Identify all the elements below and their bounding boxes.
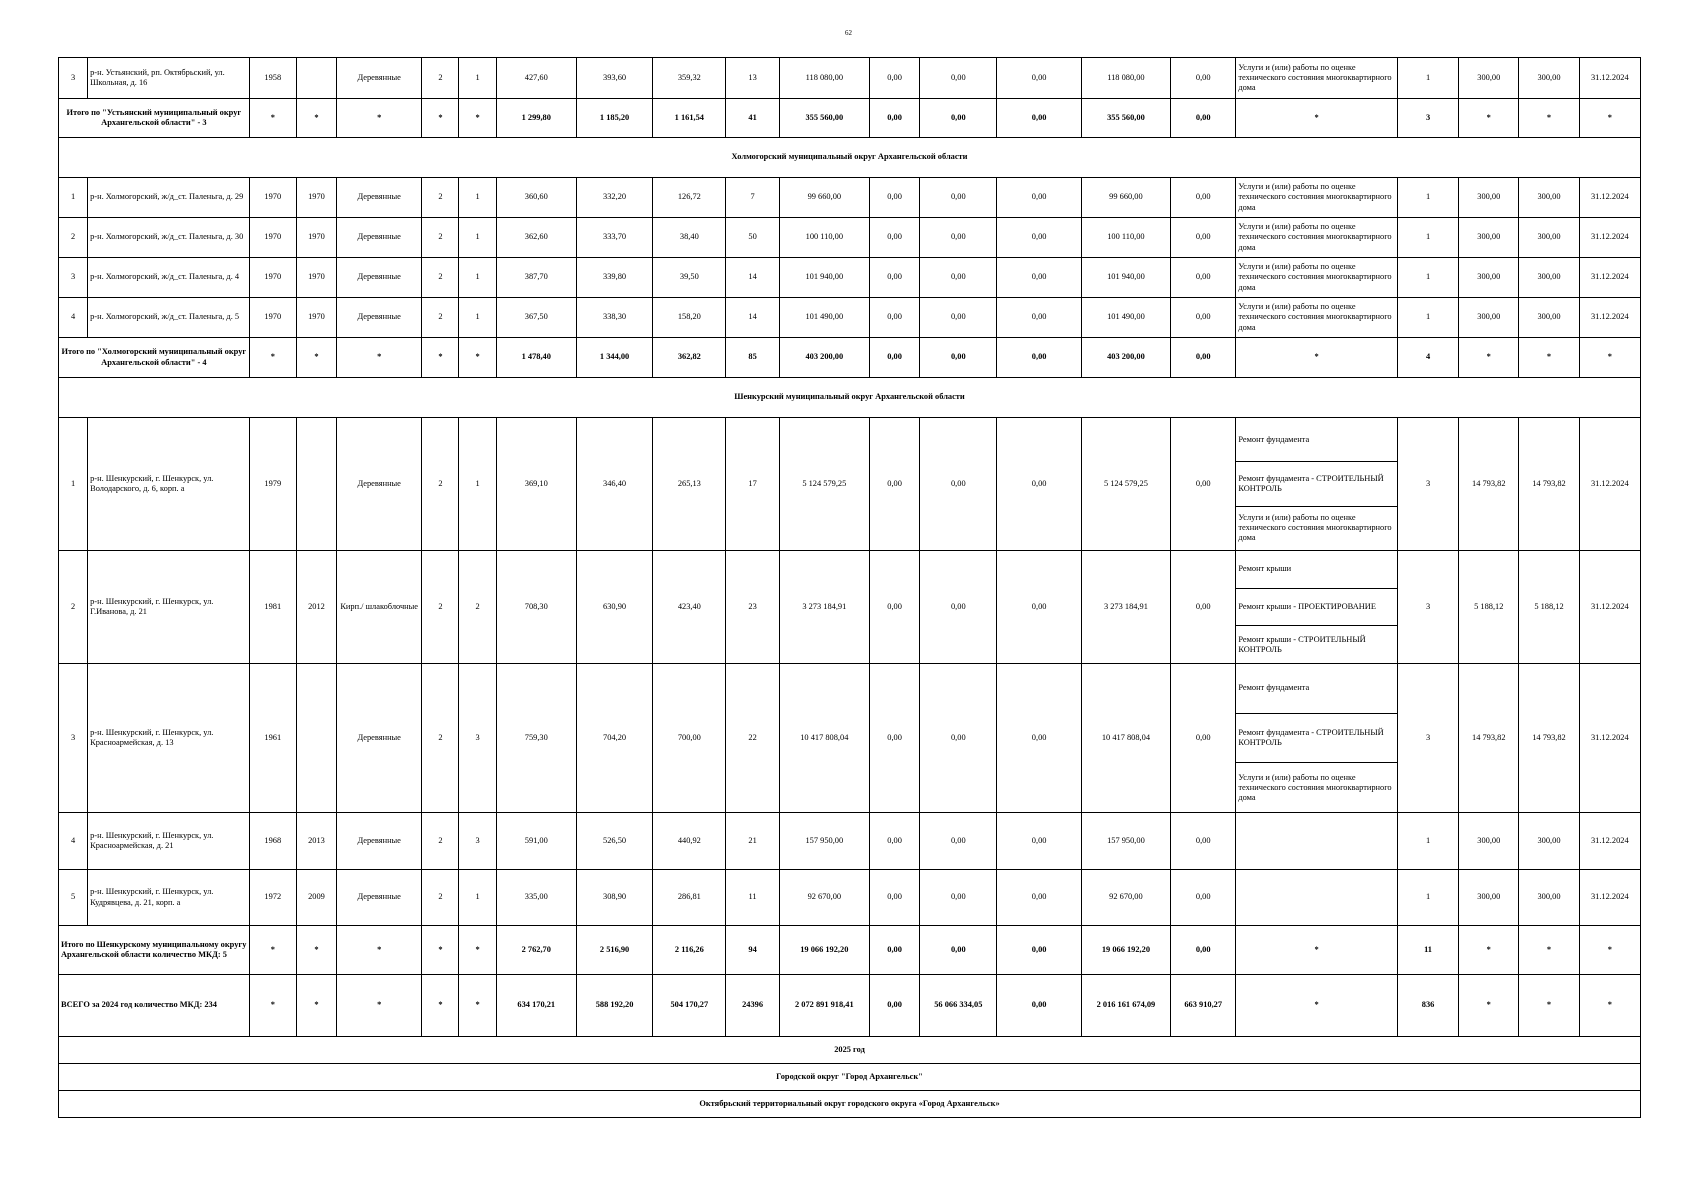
section-header-row: Шенкурский муниципальный округ Архангельской области xyxy=(59,378,1641,418)
work-types-cell xyxy=(1236,418,1398,551)
work-type-item: Ремонт фундамента - СТРОИТЕЛЬНЫЙ КОНТРОЛЬ xyxy=(1236,461,1397,505)
work-type-item: Услуги и (или) работы по оценке технического состояния многоквартирного дома xyxy=(1236,762,1397,812)
district-header-row: Городской округ "Город Архангельск" xyxy=(59,1064,1641,1091)
year-header-row: 2025 год xyxy=(59,1037,1641,1064)
capital-repair-register-table xyxy=(58,57,1641,1118)
subtotal-row: Итого по "Устьянский муниципальный округ Архангельской области" - 3 * * * * * 1 299,80 1 185,20 1 161,54 41 355 560,00 0,00 0,00 0,00 355 560,00 0,00 * 3 * * * xyxy=(59,99,1641,138)
table-row: 2 р-н. Шенкурский, г. Шенкурск, ул. Г.Иванова, д. 21 1981 2012 Кирп./ шлакоблочные 2 2 708,30 630,90 423,40 23 3 273 184,91 0,00 0,00 0,00 3 273 184,91 0,00 Ремонт крыши Ремонт крыши - ПРОЕКТИРОВАНИЕ Ремонт крыши - СТРОИТЕЛЬНЫЙ КОНТРОЛЬ 3 5 188,12 5 188,12 31.12.2024 xyxy=(59,551,1641,664)
table-row: 4 р-н. Холмогорский, ж/д_ст. Паленьга, д. 5 1970 1970 Деревянные 2 1 367,50 338,30 158,20 14 101 490,00 0,00 0,00 0,00 101 490,00 0,00 Услуги и (или) работы по оценке технического состояния многоквартирного дома 1 300,00 300,00 31.12.2024 xyxy=(59,298,1641,338)
table-row: 2 р-н. Холмогорский, ж/д_ст. Паленьга, д. 30 1970 1970 Деревянные 2 1 362,60 333,70 38,40 50 100 110,00 0,00 0,00 0,00 100 110,00 0,00 Услуги и (или) работы по оценке технического состояния многоквартирного дома 1 300,00 300,00 31.12.2024 xyxy=(59,218,1641,258)
table-row: 3 р-н. Холмогорский, ж/д_ст. Паленьга, д. 4 1970 1970 Деревянные 2 1 387,70 339,80 39,50 14 101 940,00 0,00 0,00 0,00 101 940,00 0,00 Услуги и (или) работы по оценке технического состояния многоквартирного дома 1 300,00 300,00 31.12.2024 xyxy=(59,258,1641,298)
section-header-row: Холмогорский муниципальный округ Архангельской области xyxy=(59,138,1641,178)
work-type-item: Ремонт крыши - СТРОИТЕЛЬНЫЙ КОНТРОЛЬ xyxy=(1236,625,1397,663)
work-type-item: Ремонт крыши - ПРОЕКТИРОВАНИЕ xyxy=(1236,588,1397,626)
work-types-cell xyxy=(1236,664,1398,813)
table-row: 3 р-н. Шенкурский, г. Шенкурск, ул. Красноармейская, д. 13 1961 Деревянные 2 3 759,30 704,20 700,00 22 10 417 808,04 0,00 0,00 0,00 10 417 808,04 0,00 Ремонт фундамента Ремонт фундамента - СТРОИТЕЛЬНЫЙ КОНТРОЛЬ Услуги и (или) работы по оценке технического состояния многоквартирного дома 3 14 793,82 14 793,82 31.12.2024 xyxy=(59,664,1641,813)
table-row: 5 р-н. Шенкурский, г. Шенкурск, ул. Кудрявцева, д. 21, корп. а 1972 2009 Деревянные 2 1 335,00 308,90 286,81 11 92 670,00 0,00 0,00 0,00 92 670,00 0,00 1 300,00 300,00 31.12.2024 xyxy=(59,870,1641,926)
work-type-item: Ремонт фундамента - СТРОИТЕЛЬНЫЙ КОНТРОЛЬ xyxy=(1236,713,1397,763)
subtotal-row: Итого по Шенкурскому муниципальному округу Архангельской области количество МКД: 5 * * * * * 2 762,70 2 516,90 2 116,26 94 19 066 192,20 0,00 0,00 0,00 19 066 192,20 0,00 * 11 * * * xyxy=(59,926,1641,975)
table-row: 3 р-н. Устьянский, рп. Октябрьский, ул. Школьная, д. 16 1958 Деревянные 2 1 427,60 393,60 359,32 13 118 080,00 0,00 0,00 0,00 118 080,00 0,00 Услуги и (или) работы по оценке технического состояния многоквартирного дома 1 300,00 300,00 31.12.2024 xyxy=(59,58,1641,99)
district-header-row: Октябрьский территориальный округ городского округа «Город Архангельск» xyxy=(59,1091,1641,1118)
work-types-cell xyxy=(1236,551,1398,664)
work-type-item: Ремонт фундамента xyxy=(1238,683,1310,693)
work-type-item: Ремонт фундамента xyxy=(1238,434,1310,444)
subtotal-row: ВСЕГО за 2024 год количество МКД: 234 * * * * * 634 170,21 588 192,20 504 170,27 24396 2 072 891 918,41 0,00 56 066 334,05 0,00 2 016 161 674,09 663 910,27 * 836 * * * xyxy=(59,975,1641,1037)
table-row: 4 р-н. Шенкурский, г. Шенкурск, ул. Красноармейская, д. 21 1968 2013 Деревянные 2 3 591,00 526,50 440,92 21 157 950,00 0,00 0,00 0,00 157 950,00 0,00 1 300,00 300,00 31.12.2024 xyxy=(59,813,1641,870)
subtotal-row: Итого по "Холмогорский муниципальный округ Архангельской области" - 4 * * * * * 1 478,40 1 344,00 362,82 85 403 200,00 0,00 0,00 0,00 403 200,00 0,00 * 4 * * * xyxy=(59,338,1641,378)
work-type-item: Услуги и (или) работы по оценке технического состояния многоквартирного дома xyxy=(1236,506,1397,550)
table-row: 1 р-н. Холмогорский, ж/д_ст. Паленьга, д. 29 1970 1970 Деревянные 2 1 360,60 332,20 126,72 7 99 660,00 0,00 0,00 0,00 99 660,00 0,00 Услуги и (или) работы по оценке технического состояния многоквартирного дома 1 300,00 300,00 31.12.2024 xyxy=(59,178,1641,218)
page-number: 62 xyxy=(845,29,852,37)
table-row: 1 р-н. Шенкурский, г. Шенкурск, ул. Володарского, д. 6, корп. а 1979 Деревянные 2 1 369,10 346,40 265,13 17 5 124 579,25 0,00 0,00 0,00 5 124 579,25 0,00 Ремонт фундамента Ремонт фундамента - СТРОИТЕЛЬНЫЙ КОНТРОЛЬ Услуги и (или) работы по оценке технического состояния многоквартирного дома 3 14 793,82 14 793,82 31.12.2024 xyxy=(59,418,1641,551)
work-type-item: Ремонт крыши xyxy=(1238,564,1292,574)
